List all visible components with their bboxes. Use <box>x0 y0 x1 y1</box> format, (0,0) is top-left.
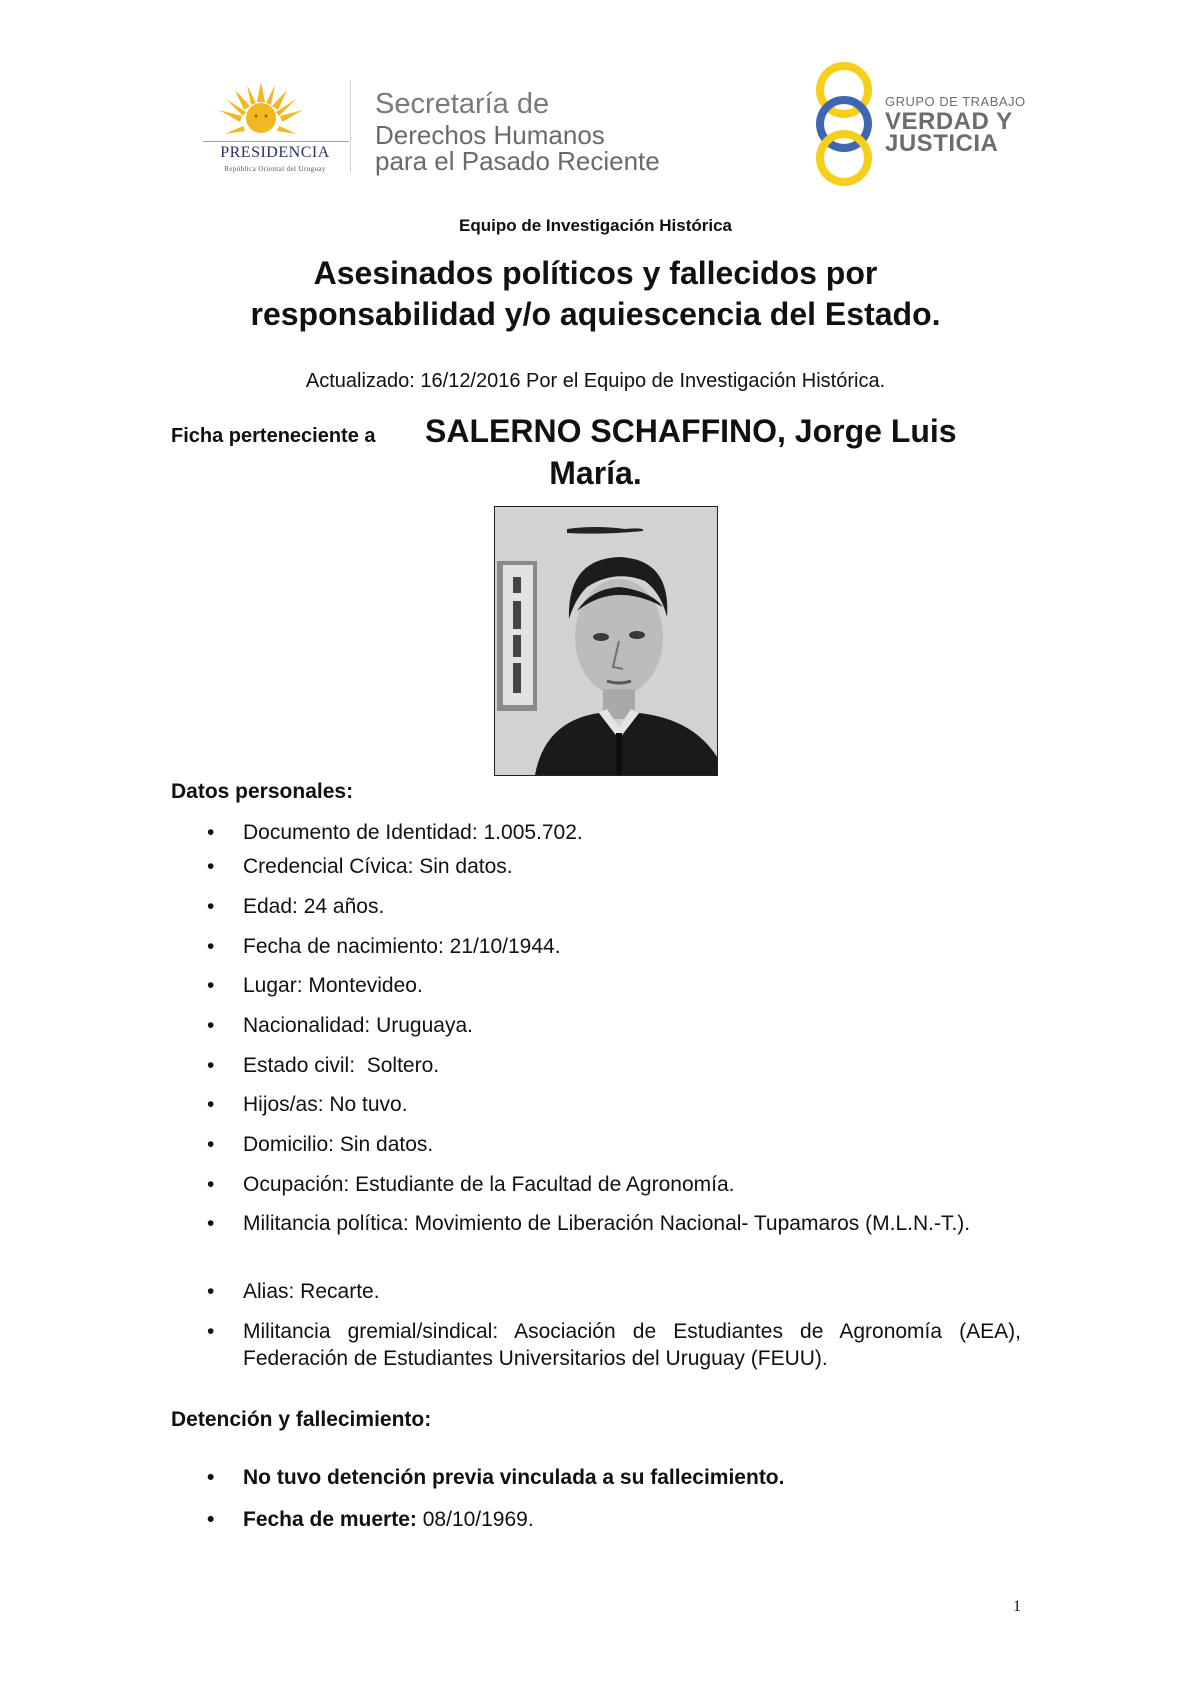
bullet-glyph: • <box>207 974 215 997</box>
presidencia-name: PRESIDENCIA <box>220 144 330 161</box>
presidencia-rule <box>203 141 349 142</box>
list-item-text: Militancia gremial/sindical: Asociación de Estudiantes de Agronomía (AEA), Federación de Estudiantes Universitarios del Uruguay (FEUU). <box>243 1320 1021 1370</box>
bullet-glyph: • <box>207 1320 215 1343</box>
list-item-text: No tuvo detención previa vinculada a su fallecimiento. <box>243 1466 785 1489</box>
document-title-line-2: responsabilidad y/o aquiescencia del Estado. <box>250 296 941 332</box>
list-item-text: Ocupación: Estudiante de la Facultad de Agronomía. <box>243 1173 735 1196</box>
bullet-glyph: • <box>207 1280 215 1303</box>
list-item-text: Alias: Recarte. <box>243 1280 380 1303</box>
list-item-text: Estado civil: Soltero. <box>243 1054 440 1077</box>
document-title-line-1: Asesinados políticos y fallecidos por <box>313 255 878 291</box>
grupo-trabajo-label: GRUPO DE TRABAJO <box>885 94 1026 109</box>
secretaria-line-3: para el Pasado Reciente <box>375 146 660 176</box>
ficha-label: Ficha perteneciente a <box>171 425 376 447</box>
bullet-glyph: • <box>207 935 215 958</box>
updated-line: Actualizado: 16/12/2016 Por el Equipo de Investigación Histórica. <box>305 370 886 392</box>
list-item-text: Domicilio: Sin datos. <box>243 1133 434 1156</box>
bullet-glyph: • <box>207 1212 215 1235</box>
bullet-glyph: • <box>207 1133 215 1156</box>
bullet-glyph: • <box>207 1093 215 1116</box>
ficha-name-line-2: María. <box>549 455 642 491</box>
list-item-text: Credencial Cívica: Sin datos. <box>243 855 513 878</box>
justicia-label: JUSTICIA <box>885 130 999 157</box>
bullet-glyph: • <box>207 895 215 918</box>
verdad-justicia-rings-logo <box>812 62 876 186</box>
list-item-text: Documento de Identidad: 1.005.702. <box>243 821 583 844</box>
list-item-text: Hijos/as: No tuvo. <box>243 1093 408 1116</box>
secretaria-line-2: Derechos Humanos <box>375 120 605 150</box>
bullet-glyph: • <box>207 1054 215 1077</box>
team-heading: Equipo de Investigación Histórica <box>459 216 732 235</box>
list-item-text: Edad: 24 años. <box>243 895 385 918</box>
presidencia-subtitle: República Oriental del Uruguay <box>224 165 326 173</box>
bullet-glyph: • <box>207 1173 215 1196</box>
header-divider <box>350 80 351 172</box>
bullet-glyph: • <box>207 1466 215 1489</box>
fecha-muerte-value: 08/10/1969. <box>416 1508 534 1531</box>
datos-personales-heading: Datos personales: <box>171 780 354 803</box>
bullet-glyph: • <box>207 1508 215 1531</box>
list-item-text: Militancia política: Movimiento de Liberación Nacional- Tupamaros (M.L.N.-T.). <box>243 1212 971 1235</box>
bullet-glyph: • <box>207 855 215 878</box>
fecha-muerte-label: Fecha de muerte: <box>243 1508 417 1531</box>
secretaria-line-1: Secretaría de <box>375 88 550 120</box>
list-item-text: Fecha de nacimiento: 21/10/1944. <box>243 935 561 958</box>
list-item-text: Nacionalidad: Uruguaya. <box>243 1014 473 1037</box>
detencion-heading: Detención y fallecimiento: <box>171 1408 432 1431</box>
bullet-glyph: • <box>207 1014 215 1037</box>
verdad-label: VERDAD Y <box>885 108 1013 135</box>
list-item-text <box>243 1506 1021 1533</box>
ficha-name-line-1: SALERNO SCHAFFINO, Jorge Luis <box>425 413 957 449</box>
portrait-photo <box>494 506 718 776</box>
list-item-text: Lugar: Montevideo. <box>243 974 423 997</box>
bullet-glyph: • <box>207 821 215 844</box>
page-number: 1 <box>1013 1598 1021 1615</box>
